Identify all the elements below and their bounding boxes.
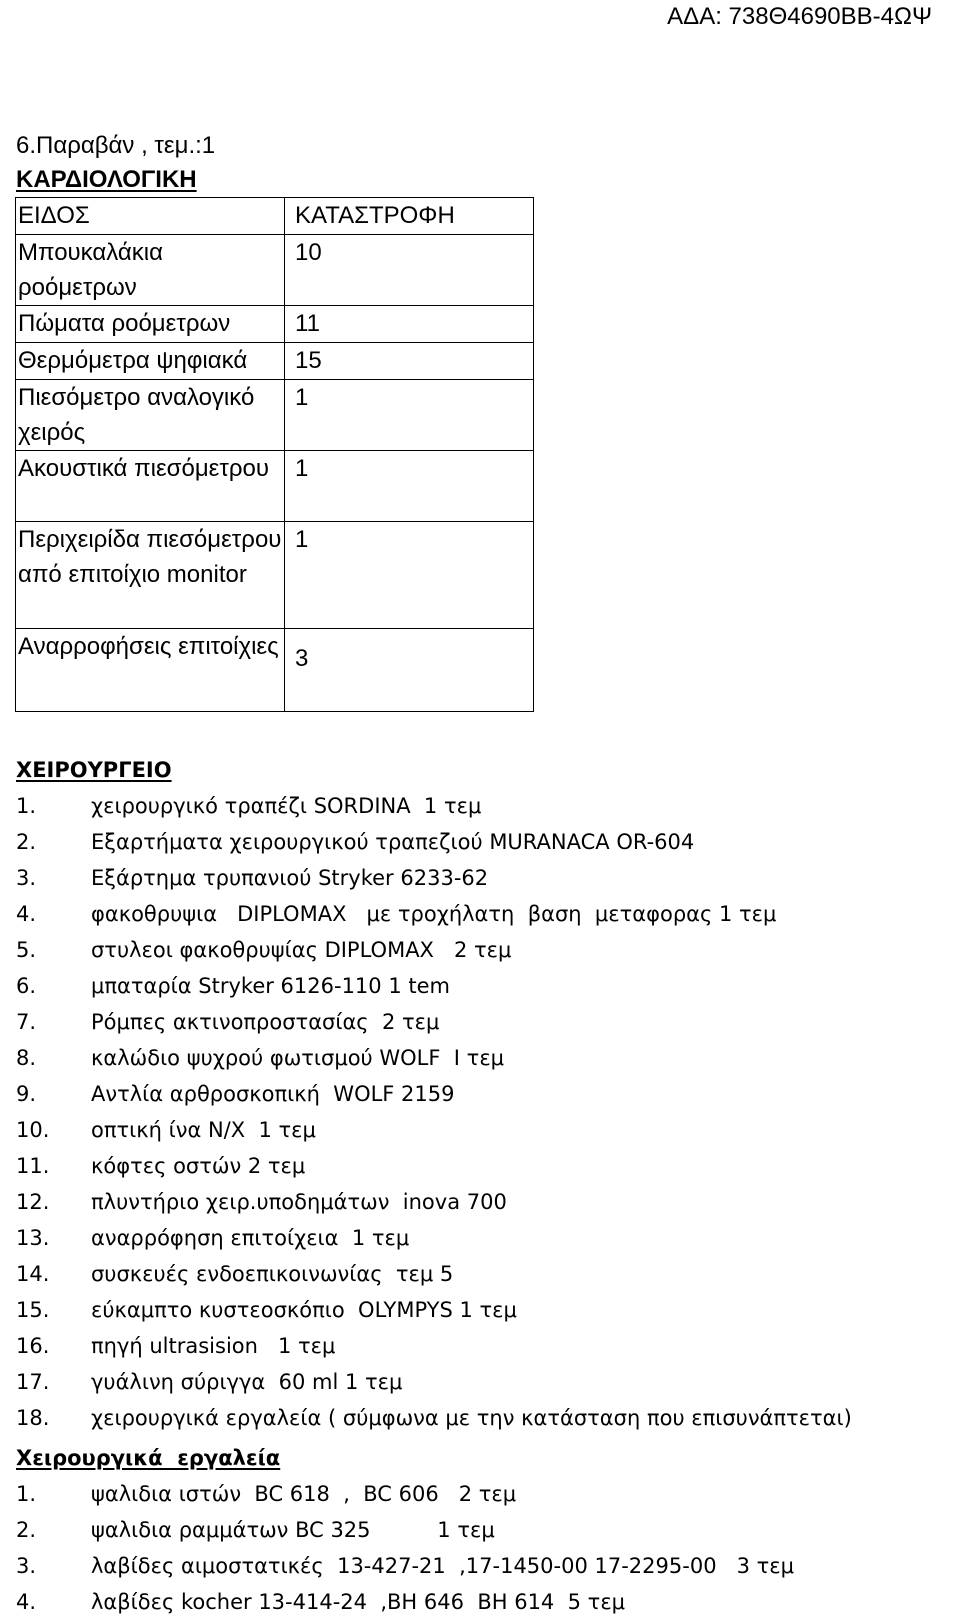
list-item-number: 12.: [16, 1190, 50, 1214]
list-item: [16, 896, 852, 932]
list-item-number: 17.: [16, 1370, 50, 1394]
list-item-text: καλώδιο ψυχρού φωτισμού WOLF I τεμ: [91, 1046, 505, 1070]
surgery-list: [16, 788, 852, 1436]
list-item-number: 6.: [16, 974, 37, 998]
list-item: [16, 1476, 794, 1512]
list-item-number: 15.: [16, 1298, 50, 1322]
list-item-text: στυλεοι φακοθρυψίας DIPLOMAX 2 τεμ: [91, 938, 512, 962]
list-item: [16, 1256, 852, 1292]
list-item: [16, 1548, 794, 1584]
list-item-text: εύκαμπτο κυστεοσκόπιο OLYMPYS 1 τεμ: [91, 1298, 517, 1322]
list-item-text: αναρρόφηση επιτοίχεια 1 τεμ: [91, 1226, 410, 1250]
table-row: [16, 235, 534, 306]
row-qty: 15: [285, 343, 534, 380]
list-item: [16, 1004, 852, 1040]
list-item-number: 16.: [16, 1334, 50, 1358]
ada-number: ΑΔΑ: 738Θ4690ΒΒ-4ΩΨ: [667, 3, 932, 30]
list-item-text: Εξάρτημα τρυπανιού Stryker 6233-62: [91, 866, 489, 890]
list-item-text: λαβίδες kocher 13-414-24 ,BH 646 BH 614 5 τεμ: [91, 1590, 626, 1614]
row-item: Θερμόμετρα ψηφιακά: [16, 343, 285, 380]
list-item: [16, 1076, 852, 1112]
list-item-text: γυάλινη σύριγγα 60 ml 1 τεμ: [91, 1370, 403, 1394]
row-item: Περιχειρίδα πιεσόμετρου από επιτοίχιο monitor: [16, 522, 285, 629]
row-item: Πώματα ροόμετρων: [16, 306, 285, 343]
header-item: ΕΙΔΟΣ: [16, 198, 285, 235]
list-item-text: ψαλιδια ιστών BC 618 , BC 606 2 τεμ: [91, 1482, 517, 1506]
table-row: [16, 343, 534, 380]
list-item-number: 10.: [16, 1118, 50, 1142]
list-item-number: 4.: [16, 1590, 37, 1614]
table-row: [16, 451, 534, 522]
surgery-heading: ΧΕΙΡΟΥΡΓΕΙΟ: [16, 758, 172, 782]
list-item-number: 13.: [16, 1226, 50, 1250]
header-qty: ΚΑΤΑΣΤΡΟΦΗ: [285, 198, 534, 235]
list-item-text: Εξαρτήματα χειρουργικού τραπεζιού MURANACA OR-604: [91, 830, 695, 854]
list-item-number: 5.: [16, 938, 37, 962]
row-qty: 1: [285, 380, 534, 451]
table-header-row: [16, 198, 534, 235]
list-item: [16, 824, 852, 860]
row-qty: 1: [285, 522, 534, 629]
list-item-text: Αντλία αρθροσκοπική WOLF 2159: [91, 1082, 455, 1106]
row-item: Μπουκαλάκια ροόμετρων: [16, 235, 285, 306]
row-item: Αναρροφήσεις επιτοίχιες: [16, 629, 285, 712]
list-item: [16, 788, 852, 824]
row-item: Πιεσόμετρο αναλογικό χειρός: [16, 380, 285, 451]
table-row: [16, 629, 534, 712]
list-item-text: λαβίδες αιμοστατικές 13-427-21 ,17-1450-00 17-2295-00 3 τεμ: [91, 1554, 794, 1578]
list-item-number: 3.: [16, 1554, 37, 1578]
list-item-text: Ρόμπες ακτινοπροστασίας 2 τεμ: [91, 1010, 440, 1034]
list-item-text: συσκευές ενδοεπικοινωνίας τεμ 5: [91, 1262, 454, 1286]
tools-heading: Χειρουργικά εργαλεία: [16, 1446, 281, 1470]
cardio-heading: ΚΑΡΔΙΟΛΟΓΙΚΗ: [16, 166, 197, 193]
list-item: [16, 1184, 852, 1220]
list-item-number: 7.: [16, 1010, 37, 1034]
list-item-number: 2.: [16, 830, 37, 854]
list-item-text: φακοθρυψια DIPLOMAX με τροχήλατη βαση μεταφορας 1 τεμ: [91, 902, 777, 926]
tools-list: [16, 1476, 794, 1620]
list-item: [16, 968, 852, 1004]
list-item-number: 8.: [16, 1046, 37, 1070]
row-qty: 3: [285, 629, 534, 712]
row-qty: 10: [285, 235, 534, 306]
intro-line: 6.Παραβάν , τεμ.:1: [16, 132, 216, 159]
list-item-text: πλυντήριο χειρ.υποδημάτων inova 700: [91, 1190, 507, 1214]
list-item: [16, 1364, 852, 1400]
list-item-text: κόφτες οστών 2 τεμ: [91, 1154, 306, 1178]
list-item-number: 3.: [16, 866, 37, 890]
list-item-number: 2.: [16, 1518, 37, 1542]
list-item-number: 14.: [16, 1262, 50, 1286]
list-item-text: μπαταρία Stryker 6126-110 1 tem: [91, 974, 450, 998]
list-item: [16, 860, 852, 896]
list-item: [16, 1292, 852, 1328]
table-row: [16, 306, 534, 343]
list-item-text: ψαλιδια ραμμάτων BC 325 1 τεμ: [91, 1518, 495, 1542]
list-item-text: χειρουργικό τραπέζι SORDINA 1 τεμ: [91, 794, 482, 818]
table-row: [16, 380, 534, 451]
list-item: [16, 1512, 794, 1548]
cardio-table: [15, 197, 534, 712]
list-item-number: 4.: [16, 902, 37, 926]
list-item-text: πηγή ultrasision 1 τεμ: [91, 1334, 336, 1358]
list-item: [16, 1328, 852, 1364]
list-item-number: 1.: [16, 1482, 37, 1506]
table-row: [16, 522, 534, 629]
list-item-text: οπτική ίνα N/X 1 τεμ: [91, 1118, 316, 1142]
list-item-number: 9.: [16, 1082, 37, 1106]
list-item: [16, 1112, 852, 1148]
list-item: [16, 1040, 852, 1076]
row-qty: 11: [285, 306, 534, 343]
list-item-number: 1.: [16, 794, 37, 818]
list-item: [16, 1148, 852, 1184]
list-item: [16, 1400, 852, 1436]
list-item-text: χειρουργικά εργαλεία ( σύμφωνα με την κατάσταση που επισυνάπτεται): [91, 1406, 852, 1430]
row-qty: 1: [285, 451, 534, 522]
list-item-number: 11.: [16, 1154, 50, 1178]
list-item: [16, 932, 852, 968]
list-item: [16, 1584, 794, 1620]
row-item: Ακουστικά πιεσόμετρου: [16, 451, 285, 522]
list-item: [16, 1220, 852, 1256]
list-item-number: 18.: [16, 1406, 50, 1430]
